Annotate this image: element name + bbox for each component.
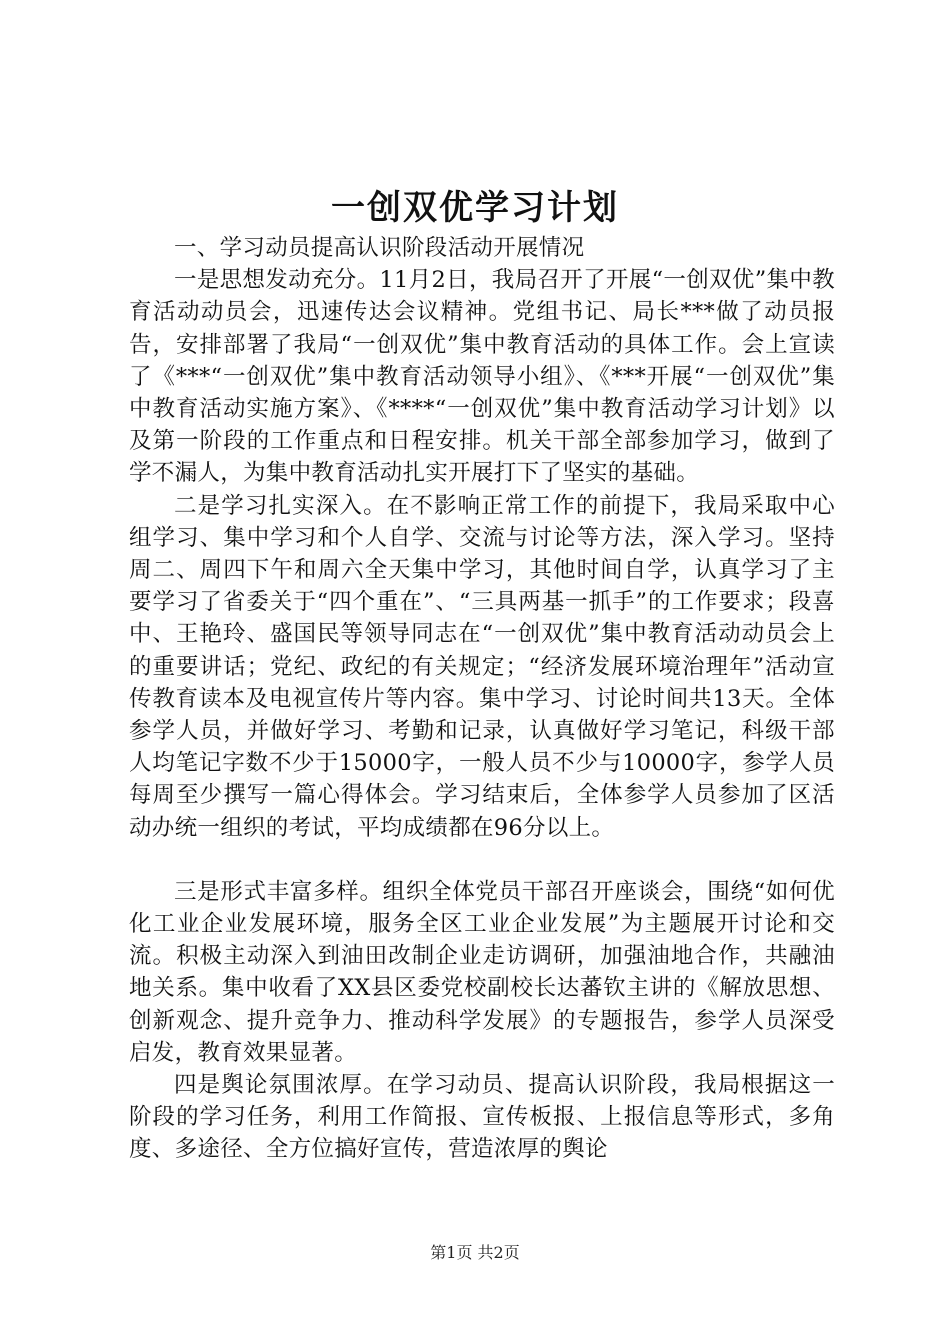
paragraph-3: 三是形式丰富多样。组织全体党员干部召开座谈会，围绕“如何优化工业企业发展环境，服务全区工业企业发展”为主题展开讨论和交流。积极主动深入到油田改制企业走访调研，加强油地合作，共融油地关系。集中收看了XX县区委党校副校长达蕃钦主讲的《解放思想、创新观念、提升竞争力、推动科学发展》的专题报告，参学人员深受启发，教育效果显著。 <box>129 878 835 1066</box>
paragraph-spacer <box>129 844 835 876</box>
section-heading: 一、学习动员提高认识阶段活动开展情况 <box>174 235 585 261</box>
document-body <box>129 232 835 1166</box>
paragraph-1: 一是思想发动充分。11月2日，我局召开了开展“一创双优”集中教育活动动员会，迅速传达会议精神。党组书记、局长***做了动员报告，安排部署了我局“一创双优”集中教育活动的具体工作。会上宣读了《***“一创双优”集中教育活动领导小组》、《***开展“一创双优”集中教育活动实施方案》、《****“一创双优”集中教育活动学习计划》以及第一阶段的工作重点和日程安排。机关干部全部参加学习，做到了学不漏人，为集中教育活动扎实开展打下了坚实的基础。 <box>129 267 835 487</box>
paragraph-4: 四是舆论氛围浓厚。在学习动员、提高认识阶段，我局根据这一阶段的学习任务，利用工作简报、宣传板报、上报信息等形式，多角度、多途径、全方位搞好宣传，营造浓厚的舆论 <box>129 1072 835 1163</box>
page-footer: 第1页 共2页 <box>430 1243 520 1262</box>
document-title: 一创双优学习计划 <box>331 188 619 228</box>
paragraph-2: 二是学习扎实深入。在不影响正常工作的前提下，我局采取中心组学习、集中学习和个人自学、交流与讨论等方法，深入学习。坚持周二、周四下午和周六全天集中学习，其他时间自学，认真学习了主要学习了省委关于“四个重在”、“三具两基一抓手”的工作要求；段喜中、王艳玲、盛国民等领导同志在“一创双优”集中教育活动动员会上的重要讲话；党纪、政纪的有关规定；“经济发展环境治理年”活动宣传教育读本及电视宣传片等内容。集中学习、讨论时间共13天。全体参学人员，并做好学习、考勤和记录，认真做好学习笔记，科级干部人均笔记字数不少于15000字，一般人员不少与10000字，参学人员每周至少撰写一篇心得体会。学习结束后，全体参学人员参加了区活动办统一组织的考试，平均成绩都在96分以上。 <box>129 492 835 841</box>
